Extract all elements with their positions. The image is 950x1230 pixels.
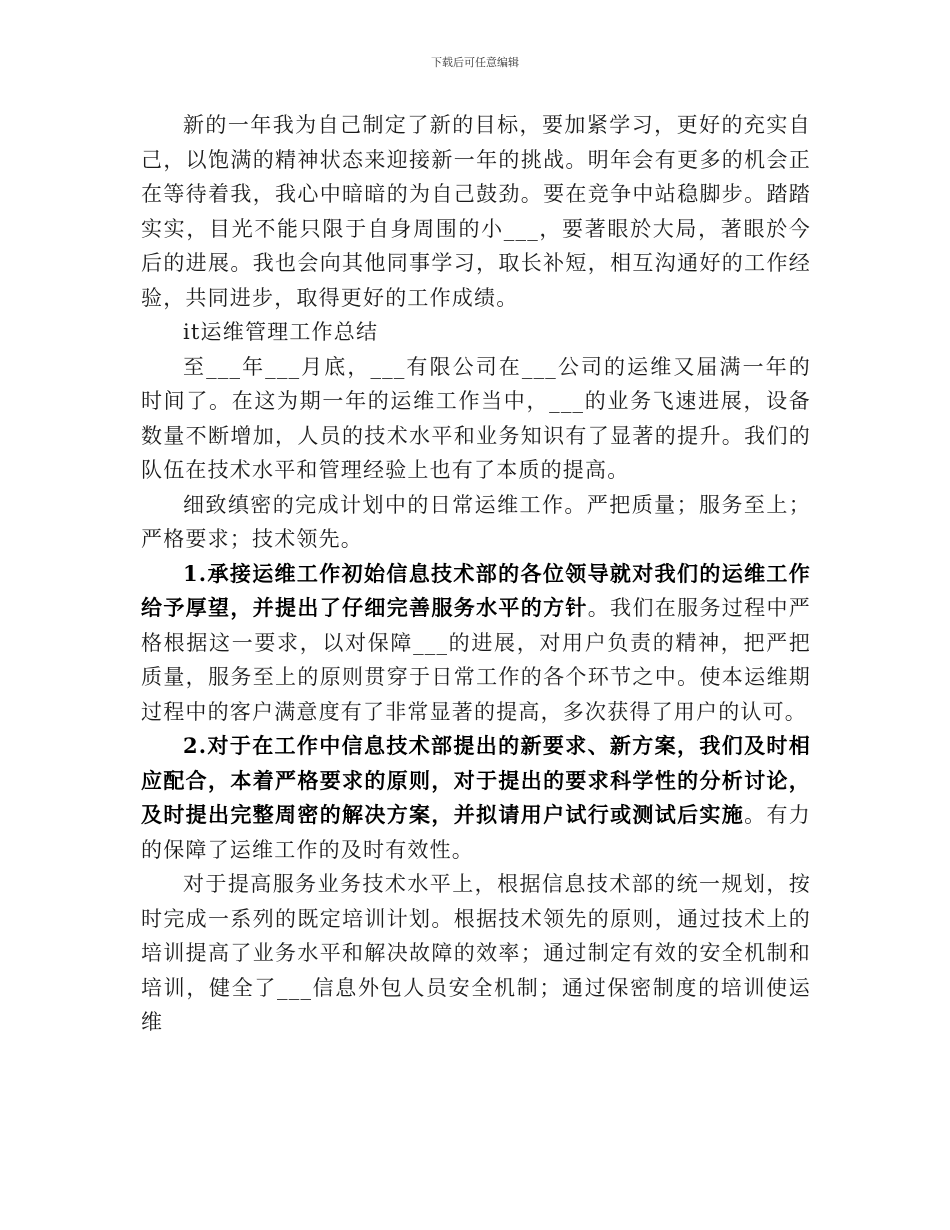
- paragraph-training: 对于提高服务业务技术水平上，根据信息技术部的统一规划，按时完成一系列的既定培训计划。根据技术领先的原则，通过技术上的培训提高了业务水平和解决故障的效率；通过制定有效的安全机制和培训，健全了___信息外包人员安全机制；通过保密制度的培训使运维: [141, 872, 811, 1034]
- item-1-text: 。我们在服务过程中严格根据这一要求，以对保障___的进展，对用户负责的精神，把严把质量，服务至上的原则贯穿于日常工作的各个环节之中。使本运维期过程中的客户满意度有了非常显著的提高，多次获得了用户的认可。: [141, 596, 812, 724]
- paragraph-item-1: [141, 557, 811, 730]
- item-2-text: 。有力的保障了运维工作的及时有效性。: [141, 803, 811, 862]
- paragraph-goals: 新的一年我为自己制定了新的目标，要加紧学习，更好的充实自己，以饱满的精神状态来迎接新一年的挑战。明年会有更多的机会正在等待着我，我心中暗暗的为自己鼓劲。要在竞争中站稳脚步。踏踏实实，目光不能只限于自身周围的小___，要著眼於大局，著眼於今后的进展。我也会向其他同事学习，取长补短，相互沟通好的工作经验，共同进步，取得更好的工作成绩。: [141, 113, 811, 310]
- paragraph-item-2: [141, 729, 811, 867]
- page-header: 下载后可任意编辑: [431, 56, 519, 69]
- item-2-bold-text: 2.对于在工作中信息技术部提出的新要求、新方案，我们及时相应配合，本着严格要求的原则，对于提出的要求科学性的分析讨论，及时提出完整周密的解决方案，并拟请用户试行或测试后实施: [141, 733, 811, 827]
- item-1-bold-text: 1.承接运维工作初始信息技术部的各位领导就对我们的运维工作给予厚望，并提出了仔细完善服务水平的方针: [141, 560, 811, 620]
- document-body: [141, 108, 811, 1040]
- paragraph-intro: 至___年___月底，___有限公司在___公司的运维又届满一年的时间了。在这为期一年的运维工作当中，___的业务飞速进展，设备数量不断增加，人员的技术水平和业务知识有了显著的提升。我们的队伍在技术水平和管理经验上也有了本质的提高。: [141, 354, 811, 482]
- section-title: it运维管理工作总结: [183, 320, 379, 344]
- paragraph-daily-work: 细致缜密的完成计划中的日常运维工作。严把质量；服务至上；严格要求；技术领先。: [141, 492, 811, 551]
